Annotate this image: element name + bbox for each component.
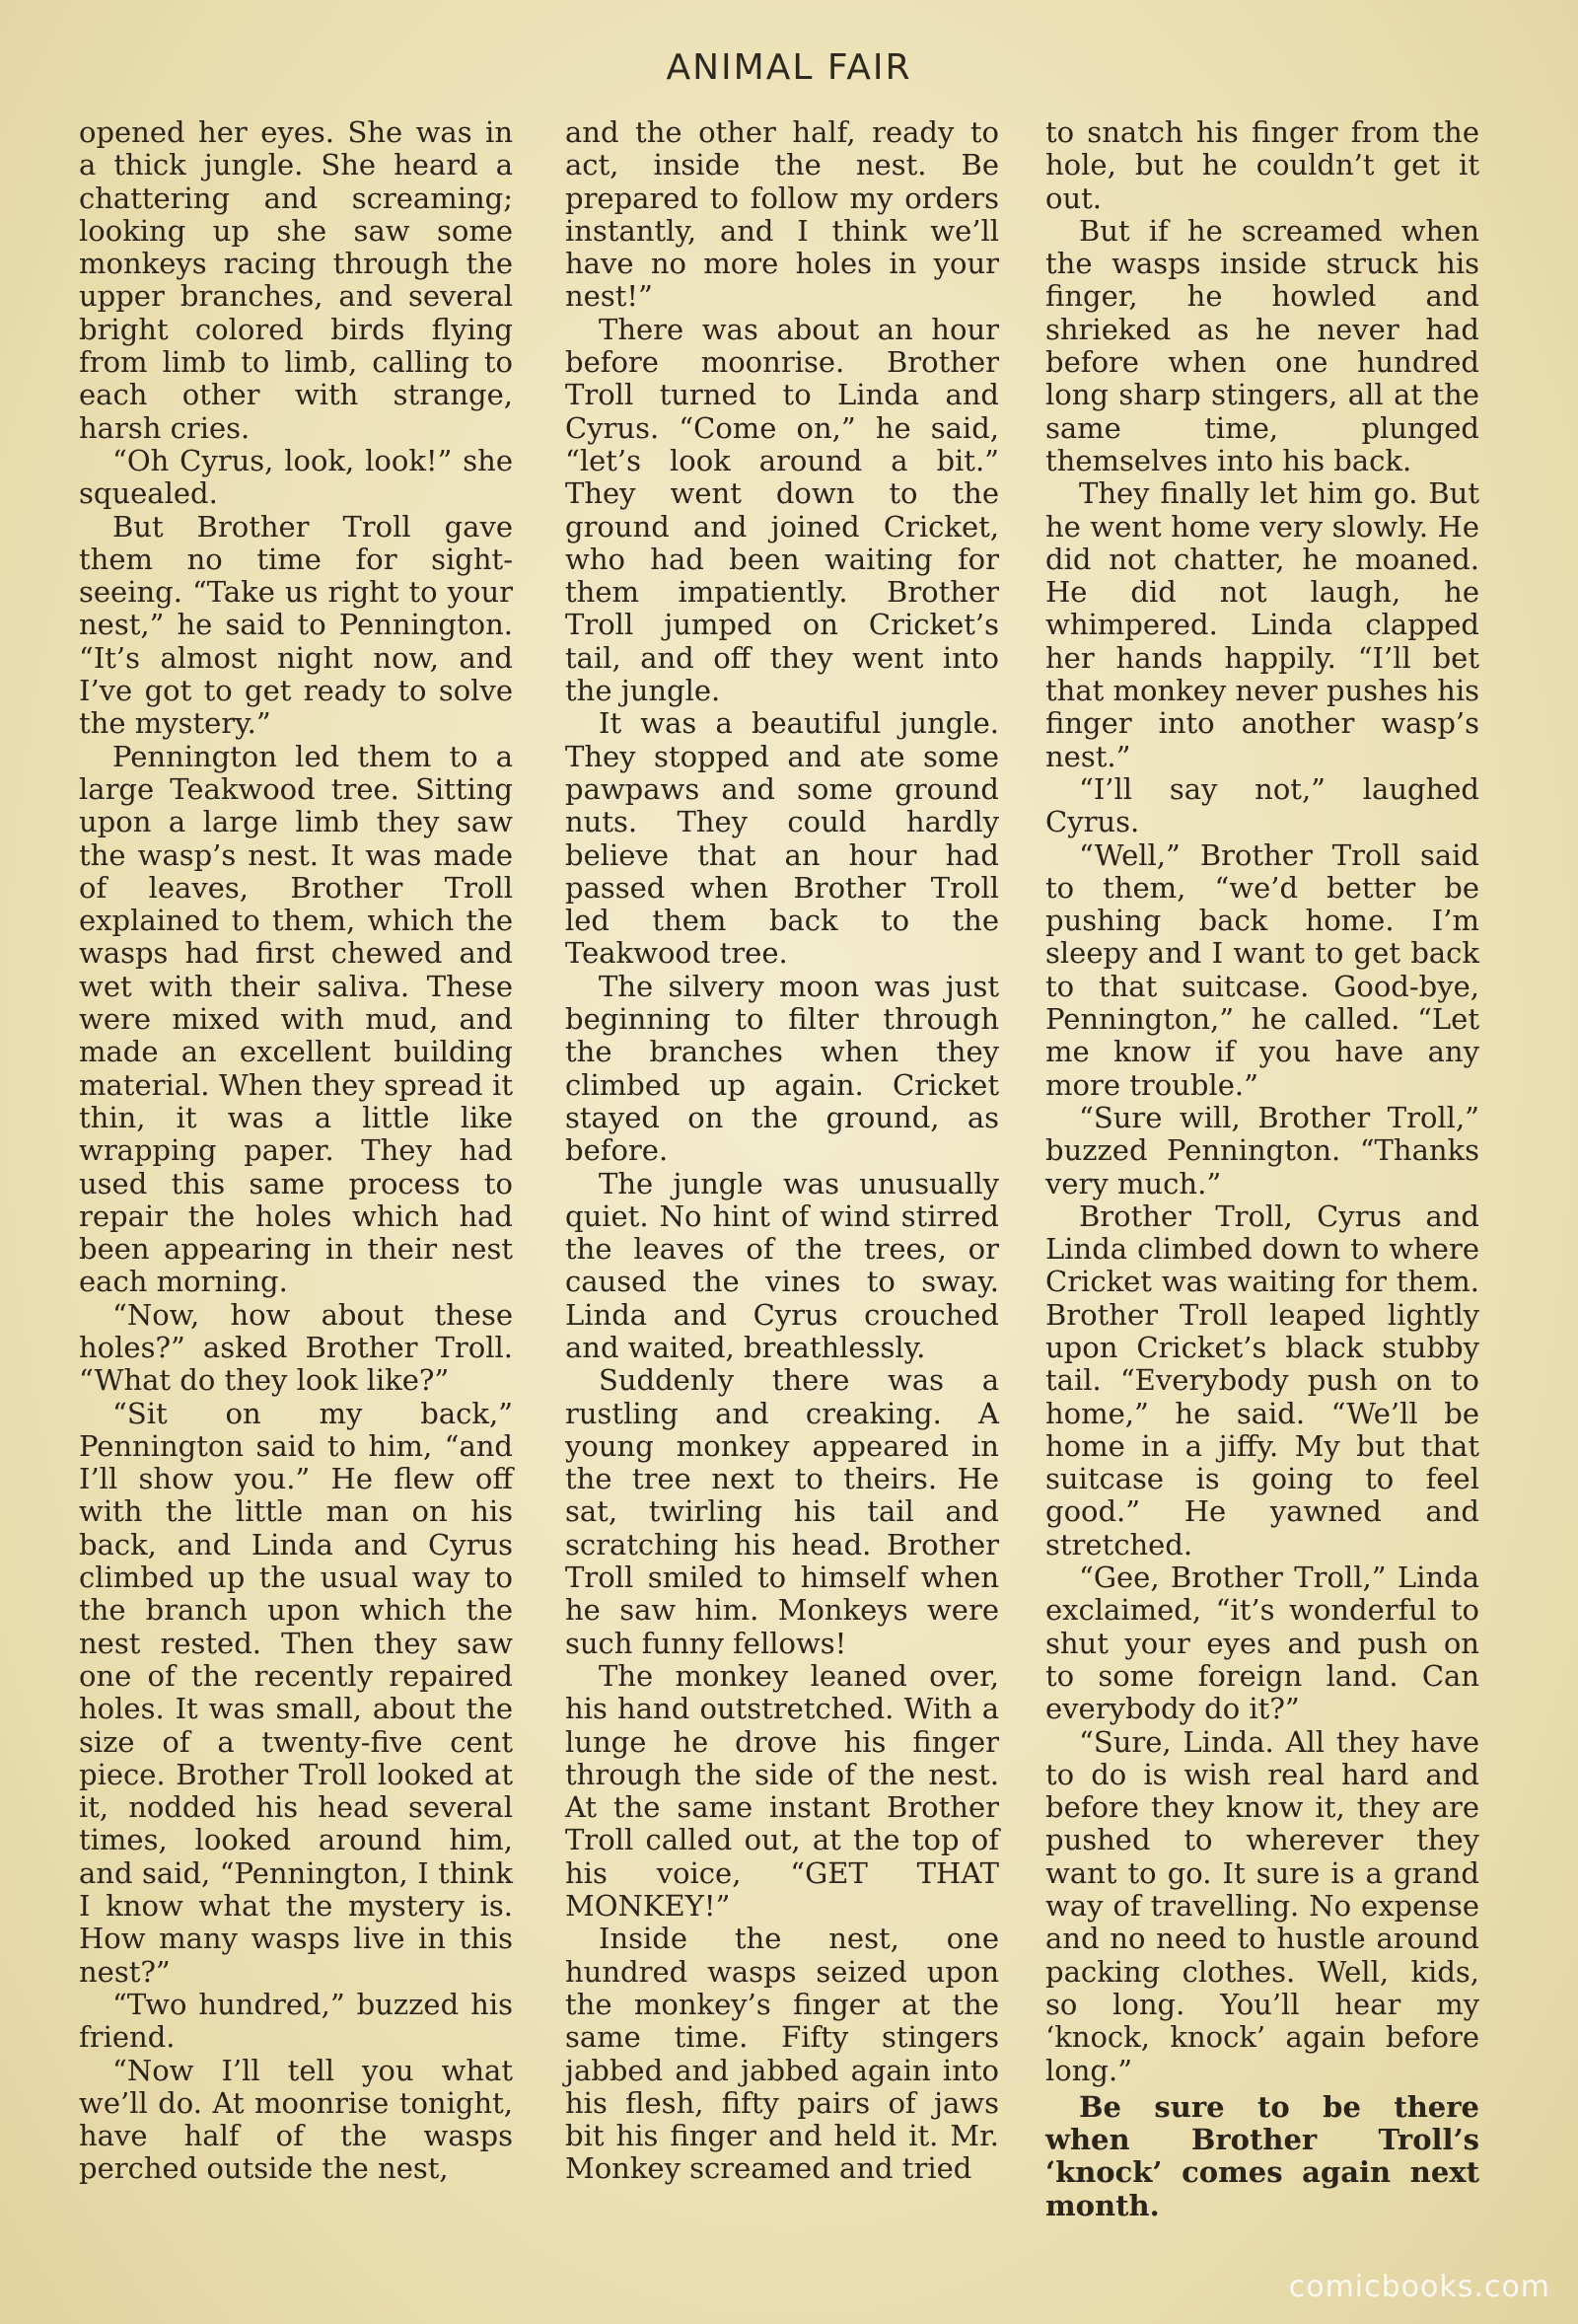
closing-note: Be sure to be there when Brother Troll’s ‘knock’ comes again next month. [1045, 2089, 1479, 2222]
paragraph: It was a beautiful jungle. They stopped and ate some pawpaws and some ground nuts. They could hardly believe that an hour had passed when Brother Troll led them back to the Teakwood tree. [565, 706, 999, 971]
paragraph: “Gee, Brother Troll,” Linda exclaimed, “it’s wonderful to shut your eyes and push on to some foreign land. Can everybody do it?” [1045, 1561, 1479, 1726]
paragraph: Suddenly there was a rustling and creaking. A young monkey appeared in the tree next to theirs. He sat, twirling his tail and scratching his head. Brother Troll smiled to himself when he saw him. Monkeys were such funny fellows! [565, 1363, 999, 1660]
text-column-2 [565, 116, 999, 2186]
paragraph: The silvery moon was just beginning to filter through the branches when they climbed up again. Cricket stayed on the ground, as before. [565, 969, 999, 1168]
paragraph: There was about an hour before moonrise. Brother Troll turned to Linda and Cyrus. “Come on,” he said, “let’s look around a bit.” They went down to the ground and joined Cricket, who had been waiting for them impatiently. Brother Troll jumped on Cricket’s tail, and off they went into the jungle. [565, 312, 999, 708]
paragraph: But Brother Troll gave them no time for sight-seeing. “Take us right to your nest,” he said to Pennington. “It’s almost night now, and I’ve got to get ready to solve the mystery.” [79, 509, 513, 741]
paragraph: and the other half, ready to act, inside the nest. Be prepared to follow my orders instantly, and I think we’ll have no more holes in your nest!” [565, 115, 999, 314]
paragraph: Inside the nest, one hundred wasps seized upon the monkey’s finger at the same time. Fifty stingers jabbed and jabbed again into his flesh, fifty pairs of jaws bit his finger and held it. Mr. Monkey screamed and tried [565, 1922, 999, 2186]
paragraph: “Sure, Linda. All they have to do is wish real hard and before they know it, they are pushed to wherever they want to go. It sure is a grand way of travelling. No expense and no need to hustle around packing clothes. Well, kids, so long. You’ll hear my ‘knock, knock’ again before long.” [1045, 1724, 1479, 2087]
paragraph: “Sure will, Brother Troll,” buzzed Pennington. “Thanks very much.” [1045, 1100, 1479, 1200]
paragraph: Brother Troll, Cyrus and Linda climbed down to where Cricket was waiting for them. Brother Troll leaped lightly upon Cricket’s black stubby tail. “Everybody push on to home,” he said. “We’ll be home in a jiffy. My but that suitcase is going to feel good.” He yawned and stretched. [1045, 1198, 1479, 1561]
paragraph: The monkey leaned over, his hand outstretched. With a lunge he drove his finger through the side of the nest. At the same instant Brother Troll called out, at the top of his voice, “GET THAT MONKEY!” [565, 1658, 999, 1924]
paragraph: But if he screamed when the wasps inside struck his finger, he howled and shrieked as he never had before when one hundred long sharp stingers, all at the same time, plunged themselves into his back. [1045, 213, 1479, 477]
watermark: comicbooks.com [1288, 2270, 1550, 2304]
paragraph: opened her eyes. She was in a thick jungle. She heard a chattering and screaming; looking up she saw some monkeys racing through the upper branches, and several bright colored birds flying from limb to limb, calling to each other with strange, harsh cries. [79, 115, 513, 445]
paragraph: “Now I’ll tell you what we’ll do. At moonrise tonight, have half of the wasps perched outside the nest, [79, 2053, 513, 2186]
paragraph: “Oh Cyrus, look, look!” she squealed. [79, 443, 513, 511]
paragraph: “Two hundred,” buzzed his friend. [79, 1987, 513, 2055]
paragraph: They finally let him go. But he went home very slowly. He did not chatter, he moaned. He did not laugh, he whimpered. Linda clapped her hands happily. “I’ll bet that monkey never pushes his finger into another wasp’s nest.” [1045, 476, 1479, 773]
paragraph: “Now, how about these holes?” asked Brother Troll. “What do they look like?” [79, 1297, 513, 1398]
paragraph: “Sit on my back,” Pennington said to him, “and I’ll show you.” He flew off with the little man on his back, and Linda and Cyrus climbed up the usual way to the branch upon which the nest rested. Then they saw one of the recently repaired holes. It was small, about the size of a twenty-five cent piece. Brother Troll looked at it, nodded his head several times, looked around him, and said, “Pennington, I think I know what the mystery is. How many wasps live in this nest?” [79, 1396, 513, 1989]
paragraph: “Well,” Brother Troll said to them, “we’d better be pushing back home. I’m sleepy and I want to get back to that suitcase. Good-bye, Pennington,” he called. “Let me know if you have any more trouble.” [1045, 837, 1479, 1102]
paragraph: Pennington led them to a large Teakwood tree. Sitting upon a large limb they saw the wasp’s nest. It was made of leaves, Brother Troll explained to them, which the wasps had first chewed and wet with their saliva. These were mixed with mud, and made an excellent building material. When they spread it thin, it was a little like wrapping paper. They had used this same process to repair the holes which had been appearing in their nest each morning. [79, 739, 513, 1299]
paragraph: to snatch his finger from the hole, but he couldn’t get it out. [1045, 115, 1479, 215]
text-column-3 [1045, 116, 1479, 2222]
paragraph: “I’ll say not,” laughed Cyrus. [1045, 771, 1479, 839]
paragraph: The jungle was unusually quiet. No hint of wind stirred the leaves of the trees, or caused the vines to sway. Linda and Cyrus crouched and waited, breathlessly. [565, 1166, 999, 1364]
text-column-1 [79, 116, 513, 2186]
page-title: ANIMAL FAIR [666, 47, 912, 88]
